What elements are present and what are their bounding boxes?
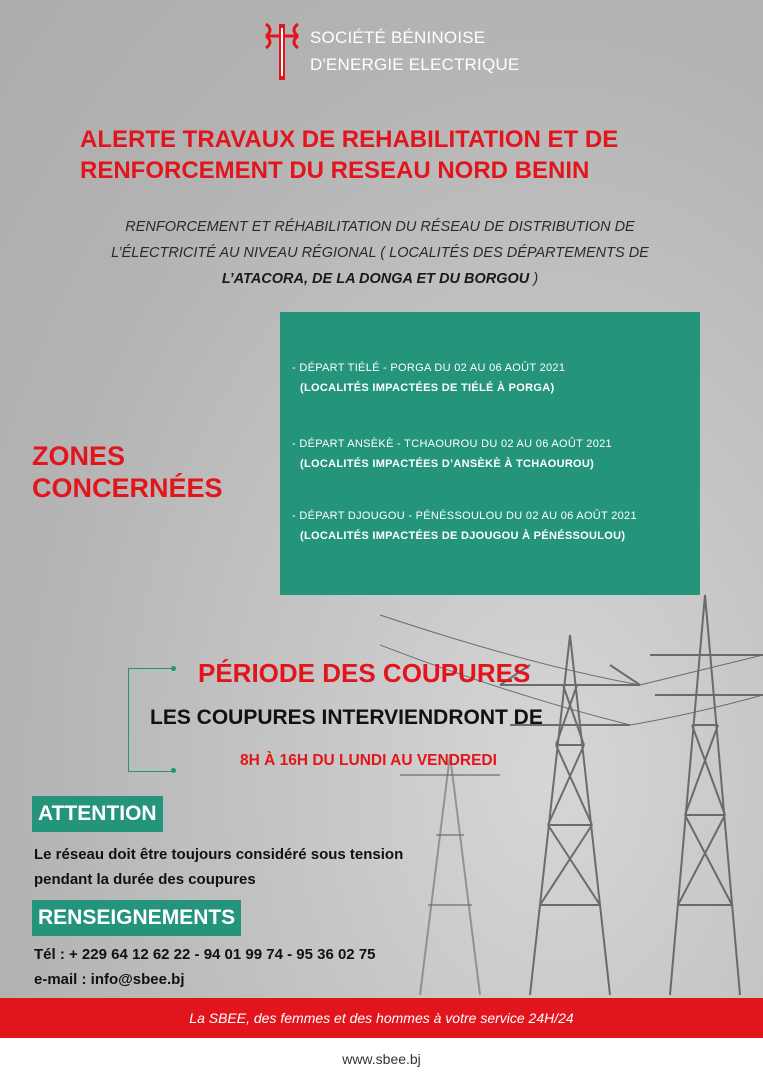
title-line-2: RENFORCEMENT DU RESEAU NORD BENIN (80, 157, 590, 184)
zones-heading (32, 440, 223, 504)
subtitle-line-3-end: ) (529, 271, 539, 287)
title-line-1: ALERTE TRAVAUX DE REHABILITATION ET DE (80, 126, 619, 153)
frame-dot (171, 768, 176, 773)
zones-line-2: CONCERNÉES (32, 473, 223, 503)
frame-dot (171, 666, 176, 671)
route-item (292, 506, 637, 546)
period-hours: 8H À 16H DU LUNDI AU VENDREDI (240, 752, 497, 769)
period-title: PÉRIODE DES COUPURES (198, 658, 531, 688)
sbee-logo (262, 18, 519, 82)
info-tel[interactable]: Tél : + 229 64 12 62 22 - 94 01 99 74 - 95 36 02 75 (34, 946, 376, 963)
sbee-logo-icon (262, 18, 302, 82)
attention-text (34, 842, 403, 892)
zones-line-1: ZONES (32, 441, 126, 471)
period-line: LES COUPURES INTERVIENDRONT DE (150, 706, 543, 729)
logo-line-2: D'ENERGIE ELECTRIQUE (310, 55, 520, 74)
route-item (292, 358, 565, 398)
subtitle-line-2: L’ÉLECTRICITÉ AU NIVEAU RÉGIONAL ( LOCALITÉS DES DÉPARTEMENTS DE (111, 245, 649, 261)
info-text (34, 942, 376, 992)
route-localites: (LOCALITÉS IMPACTÉES D’ANSÈKÈ À TCHAOUROU) (300, 458, 595, 470)
attention-line-2: pendant la durée des coupures (34, 871, 256, 888)
website-link[interactable]: www.sbee.bj (0, 1038, 763, 1080)
route-localites: (LOCALITÉS IMPACTÉES DE DJOUGOU À PÉNÉSSOULOU) (300, 530, 626, 542)
page-title (80, 124, 720, 186)
route-item (292, 434, 612, 474)
subtitle (60, 214, 700, 292)
info-email[interactable]: e-mail : info@sbee.bj (34, 971, 185, 988)
route-localites: (LOCALITÉS IMPACTÉES DE TIÉLÉ À PORGA) (300, 382, 555, 394)
route-depart: - DÉPART ANSÈKÈ - TCHAOUROU DU 02 AU 06 AOÛT 2021 (292, 438, 612, 450)
attention-label: ATTENTION (32, 796, 163, 832)
logo-line-1: SOCIÉTÉ BÉNINOISE (310, 28, 486, 47)
subtitle-departments: L’ATACORA, DE LA DONGA ET DU BORGOU (221, 271, 530, 287)
zones-box (280, 312, 700, 595)
subtitle-line-1: RENFORCEMENT ET RÉHABILITATION DU RÉSEAU DE DISTRIBUTION DE (125, 219, 635, 235)
route-depart: - DÉPART DJOUGOU - PÉNÉSSOULOU DU 02 AU 06 AOÛT 2021 (292, 510, 637, 522)
attention-line-1: Le réseau doit être toujours considéré sous tension (34, 846, 404, 863)
slogan-banner: La SBEE, des femmes et des hommes à votre service 24H/24 (0, 998, 763, 1038)
info-label: RENSEIGNEMENTS (32, 900, 241, 936)
route-depart: - DÉPART TIÉLÉ - PORGA DU 02 AU 06 AOÛT 2021 (292, 362, 566, 374)
power-pylons-illustration (380, 575, 763, 1000)
subtitle-line-3 (60, 266, 700, 292)
